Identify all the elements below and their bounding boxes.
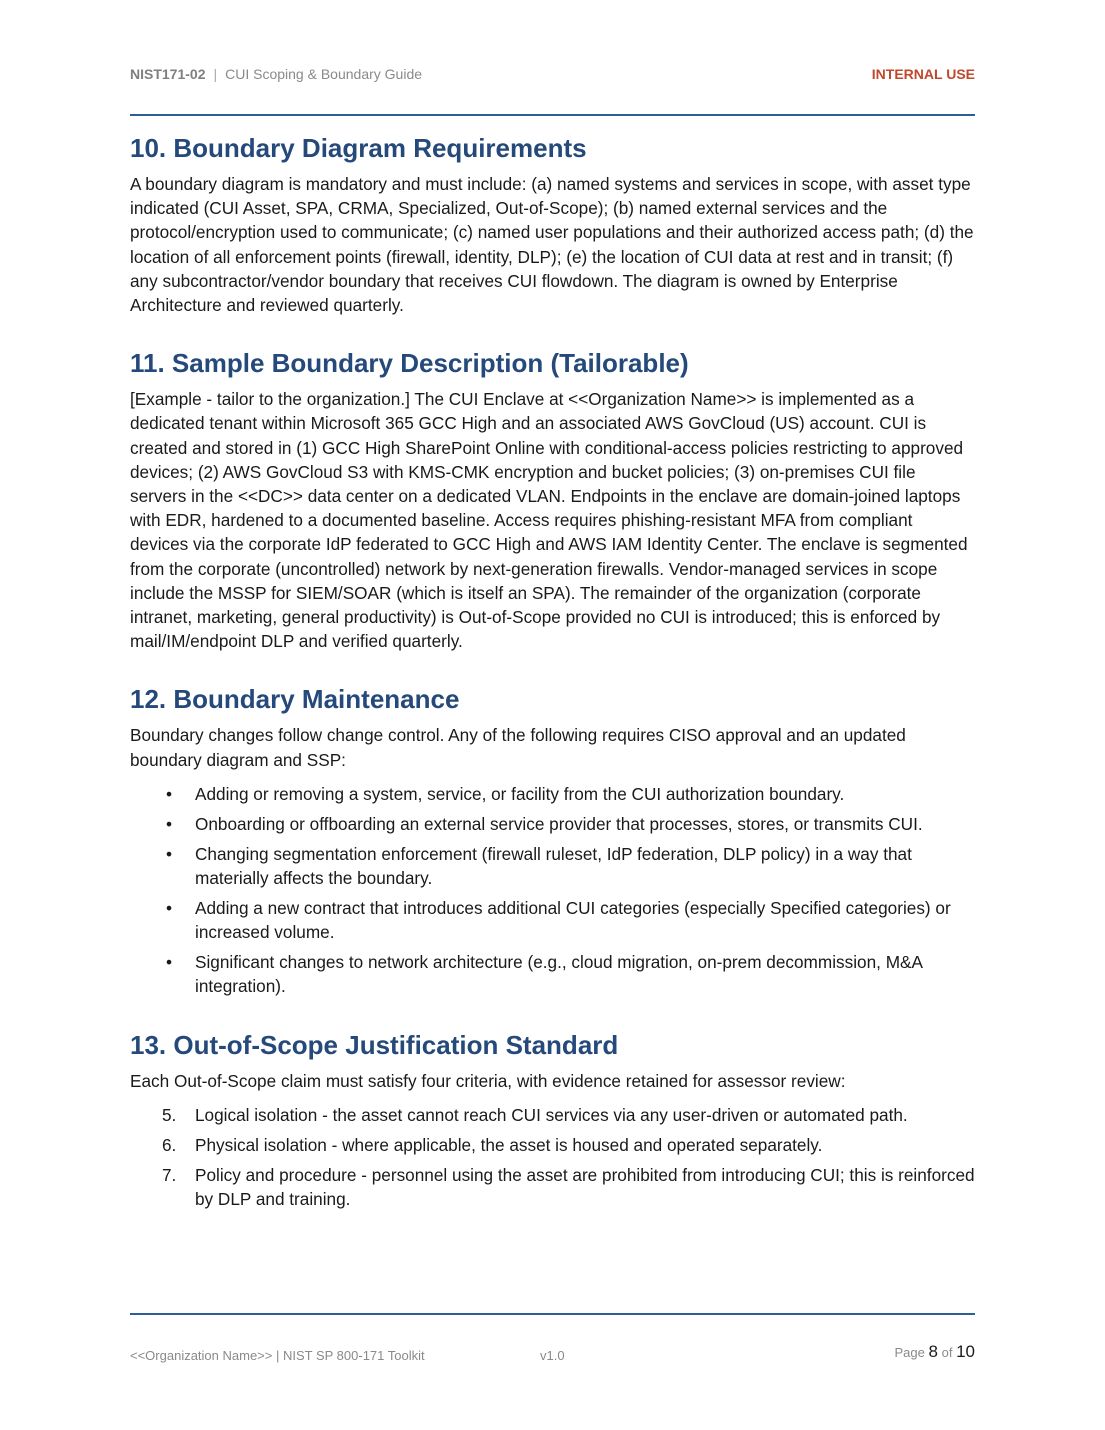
bullet-marker: • xyxy=(166,813,173,834)
footer-version: v1.0 xyxy=(540,1348,565,1363)
section-heading: 13. Out-of-Scope Justification Standard xyxy=(130,1029,619,1060)
section-paragraph: Each Out-of-Scope claim must satisfy four criteria, with evidence retained for assessor review: xyxy=(130,1070,846,1091)
list-number: 6. xyxy=(162,1134,177,1155)
list-item xyxy=(130,950,975,998)
page-body xyxy=(130,128,975,1237)
page-number xyxy=(895,1342,975,1362)
document-id: NIST171-02 xyxy=(130,66,206,82)
bullet-marker: • xyxy=(166,843,173,864)
list-item xyxy=(130,1163,975,1211)
footer-org-toolkit: <<Organization Name>> | NIST SP 800-171 Toolkit xyxy=(130,1348,425,1363)
list-item-text: Changing segmentation enforcement (firewall ruleset, IdP federation, DLP policy) in a way that materially affects the boundary. xyxy=(195,843,912,889)
bullet-marker: • xyxy=(166,783,173,804)
footer-divider xyxy=(130,1313,975,1315)
section-heading: 11. Sample Boundary Description (Tailorable) xyxy=(130,348,689,379)
bullet-list xyxy=(130,782,975,999)
list-item xyxy=(130,1103,975,1127)
list-item-text: Onboarding or offboarding an external service provider that processes, stores, or transmits CUI. xyxy=(195,813,923,834)
list-number: 5. xyxy=(162,1104,177,1125)
header-divider xyxy=(130,114,975,116)
numbered-list xyxy=(130,1103,975,1211)
section-heading: 10. Boundary Diagram Requirements xyxy=(130,133,587,163)
page-label: Page xyxy=(894,1345,925,1360)
list-item-text: Logical isolation - the asset cannot reach CUI services via any user-driven or automated path. xyxy=(195,1104,908,1125)
section-13 xyxy=(130,1025,975,1212)
list-item-text: Adding a new contract that introduces additional CUI categories (especially Specified categories) or increased volume. xyxy=(195,898,951,943)
section-12 xyxy=(130,679,975,998)
list-item xyxy=(130,812,975,836)
list-item xyxy=(130,1133,975,1157)
list-item xyxy=(130,842,975,890)
page-current: 8 xyxy=(928,1342,938,1361)
list-item-text: Significant changes to network architecture (e.g., cloud migration, on-prem decommission, M&A integration). xyxy=(195,952,922,997)
header-left xyxy=(130,66,422,82)
list-item xyxy=(130,782,975,806)
document-title: CUI Scoping & Boundary Guide xyxy=(225,66,423,82)
section-paragraph: A boundary diagram is mandatory and must include: (a) named systems and services in scope, with asset type indicated (CUI Asset, SPA, CRMA, Specialized, Out-of-Scope); (b) named external services and the protocol/encryption used to communicate; (c) named user populations and their authorized access path; (d) the location of all enforcement points (firewall, identity, DLP); (e) the location of CUI data at rest and in transit; (f) any subcontractor/vendor boundary that receives CUI flowdown. The diagram is owned by Enterprise Architecture and reviewed quarterly. xyxy=(130,174,974,316)
page-footer xyxy=(130,1342,975,1370)
page-total: 10 xyxy=(956,1342,975,1361)
list-number: 7. xyxy=(162,1164,177,1185)
bullet-marker: • xyxy=(166,898,173,919)
classification-label: INTERNAL USE xyxy=(871,66,975,82)
list-item-text: Physical isolation - where applicable, the asset is housed and operated separately. xyxy=(195,1134,823,1155)
section-paragraph: [Example - tailor to the organization.] The CUI Enclave at <<Organization Name>> is implemented as a dedicated tenant within Microsoft 365 GCC High and an associated AWS GovCloud (US) account. CUI is created and stored in (1) GCC High SharePoint Online with conditional-access policies restricting to approved devices; (2) AWS GovCloud S3 with KMS-CMK encryption and bucket policies; (3) on-premises CUI file servers in the <<DC>> data center on a dedicated VLAN. Endpoints in the enclave are domain-joined laptops with EDR, hardened to a documented baseline. Access requires phishing-resistant MFA from compliant devices via the corporate IdP federated to GCC High and AWS IAM Identity Center. The enclave is segmented from the corporate (uncontrolled) network by next-generation firewalls. Vendor-managed services in scope include the MSSP for SIEM/SOAR (which is itself an SPA). The remainder of the organization (corporate intranet, marketing, general productivity) is Out-of-Scope provided no CUI is introduced; this is enforced by mail/IM/endpoint DLP and verified quarterly. xyxy=(130,389,968,652)
bullet-marker: • xyxy=(166,952,173,973)
list-item xyxy=(130,896,975,944)
section-paragraph: Boundary changes follow change control. Any of the following requires CISO approval and an updated boundary diagram and SSP: xyxy=(130,725,906,770)
section-10 xyxy=(130,128,975,317)
list-item-text: Policy and procedure - personnel using the asset are prohibited from introducing CUI; this is reinforced by DLP and training. xyxy=(195,1164,975,1210)
section-heading: 12. Boundary Maintenance xyxy=(130,684,460,715)
header-separator: | xyxy=(213,66,218,82)
page-of: of xyxy=(941,1345,953,1360)
list-item-text: Adding or removing a system, service, or facility from the CUI authorization boundary. xyxy=(195,783,845,804)
section-11 xyxy=(130,343,975,653)
page-header xyxy=(130,62,975,86)
